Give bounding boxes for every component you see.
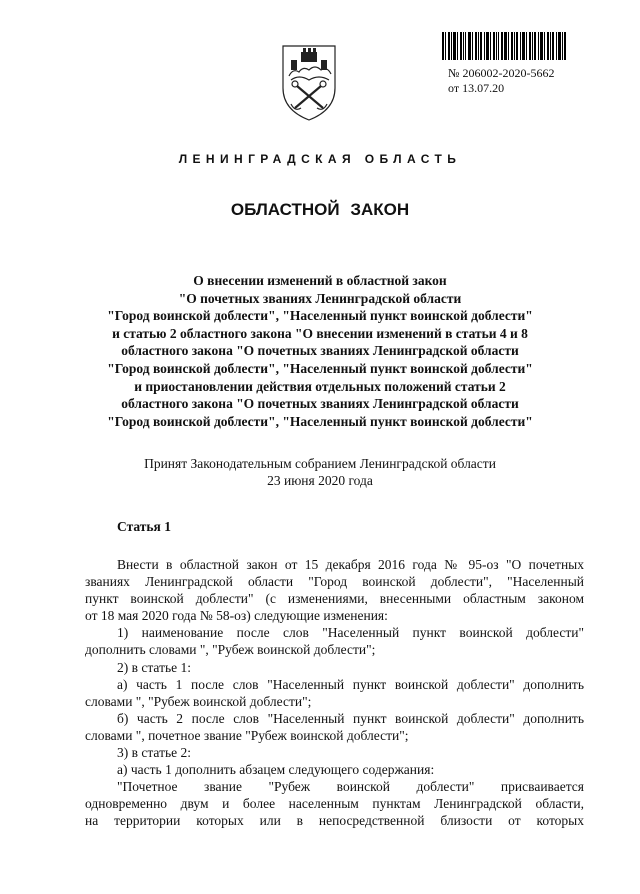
title-line: "Город воинской доблести", "Населенный пункт воинской доблести" bbox=[107, 413, 533, 429]
law-type-heading: ОБЛАСТНОЙ ЗАКОН bbox=[230, 200, 410, 219]
body-line: а) часть 1 дополнить абзацем следующего содержания: bbox=[117, 762, 435, 778]
body-line: одновременно двум и более населенным пунктам Ленинградской области, bbox=[85, 796, 584, 812]
title-line: "Город воинской доблести", "Населенный пункт воинской доблести" bbox=[107, 308, 533, 324]
title-line: областного закона "О почетных званиях Ленинградской области bbox=[121, 343, 519, 359]
body-line: словами ", почетное звание "Рубеж воинской доблести"; bbox=[85, 727, 409, 743]
registration-date: от 13.07.20 bbox=[448, 81, 505, 95]
title-line: и статью 2 областного закона "О внесении изменений в статьи 4 и 8 bbox=[112, 325, 528, 341]
title-line: областного закона "О почетных званиях Ленинградской области bbox=[121, 396, 519, 412]
coat-of-arms-emblem bbox=[279, 42, 339, 122]
body-line: пункт воинской доблести" (с изменениями, внесенными областным законом bbox=[85, 591, 584, 607]
body-line: "Почетное звание "Рубеж воинской доблести" присваивается bbox=[117, 779, 584, 795]
body-line: 2) в статье 1: bbox=[117, 659, 191, 675]
adoption-date: 23 июня 2020 года bbox=[267, 473, 373, 488]
registration-info bbox=[448, 66, 554, 96]
body-line: 3) в статье 2: bbox=[117, 745, 191, 761]
body-line: словами ", "Рубеж воинской доблести"; bbox=[85, 693, 312, 709]
adoption-statement bbox=[0, 455, 640, 489]
title-line: и приостановлении действия отдельных положений статьи 2 bbox=[134, 378, 506, 394]
barcode bbox=[442, 32, 566, 60]
article-body bbox=[85, 556, 584, 830]
title-line: "Город воинской доблести", "Населенный пункт воинской доблести" bbox=[107, 360, 533, 376]
title-line: О внесении изменений в областной закон bbox=[193, 273, 447, 288]
body-line: а) часть 1 после слов "Населенный пункт воинской доблести" дополнить bbox=[117, 676, 584, 692]
title-line: "О почетных званиях Ленинградской области bbox=[178, 290, 462, 306]
adoption-body: Принят Законодательным собранием Ленинградской области bbox=[144, 456, 496, 471]
body-line: 1) наименование после слов "Населенный пункт воинской доблести" bbox=[117, 625, 584, 641]
body-line: званиях Ленинградской области "Город воинской доблести", "Населенный bbox=[85, 574, 584, 590]
article-heading: Статья 1 bbox=[117, 519, 171, 534]
law-title bbox=[60, 272, 580, 430]
region-name: ЛЕНИНГРАДСКАЯ ОБЛАСТЬ bbox=[178, 152, 462, 166]
body-line: от 18 мая 2020 года № 58-оз) следующие изменения: bbox=[85, 608, 388, 624]
body-line: б) часть 2 после слов "Населенный пункт воинской доблести" дополнить bbox=[117, 710, 584, 726]
body-line: Внести в областной закон от 15 декабря 2016 года № 95-оз "О почетных bbox=[117, 557, 584, 572]
registration-number: № 206002-2020-5662 bbox=[448, 66, 555, 80]
body-line: на территории которых или в непосредственной близости от которых bbox=[85, 813, 584, 829]
body-line: дополнить словами ", "Рубеж воинской доблести"; bbox=[85, 642, 376, 658]
